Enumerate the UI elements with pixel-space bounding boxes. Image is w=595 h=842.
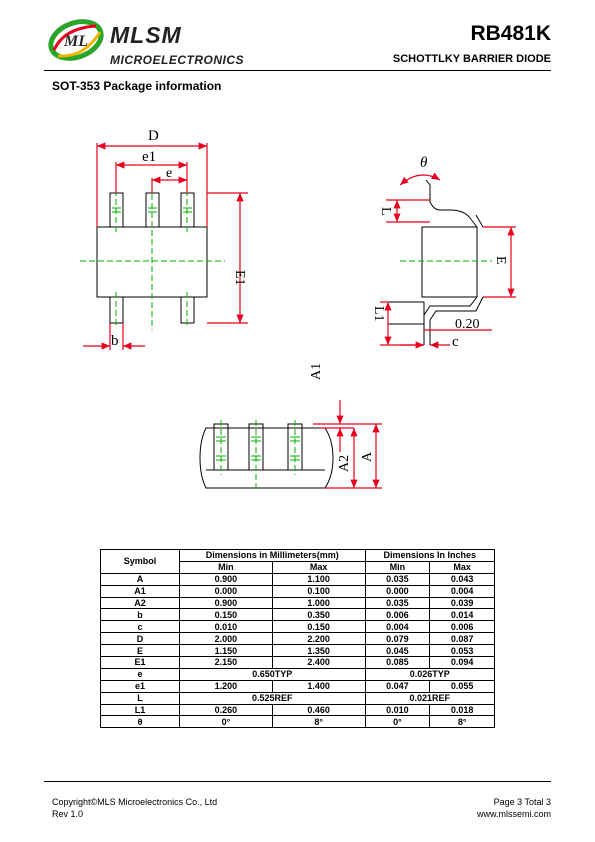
cell-in-max: 0.087 xyxy=(430,633,495,645)
label-c: c xyxy=(452,334,459,350)
cell-sym: A1 xyxy=(101,585,180,597)
in-max-header: Max xyxy=(430,561,495,573)
cell-sym: E xyxy=(101,645,180,657)
cell-mm-span: 0.525REF xyxy=(180,692,366,704)
table-row xyxy=(101,716,495,728)
cell-mm-max: 0.100 xyxy=(272,585,365,597)
inch-header: Dimensions In Inches xyxy=(365,550,495,562)
label-L1: L1 xyxy=(371,306,386,322)
cell-mm-min: 1.200 xyxy=(180,680,273,692)
mm-max-header: Max xyxy=(272,561,365,573)
cell-mm-min: 2.000 xyxy=(180,633,273,645)
cell-mm-span: 0.650TYP xyxy=(180,668,366,680)
cell-mm-min: 0.010 xyxy=(180,621,273,633)
table-row xyxy=(101,668,495,680)
cell-mm-min: 0.260 xyxy=(180,704,273,716)
logo-mark-text: ML xyxy=(64,33,88,50)
label-gauge: 0.20 xyxy=(455,317,480,332)
cell-mm-max: 2.400 xyxy=(272,657,365,669)
cell-mm-max: 1.350 xyxy=(272,645,365,657)
cell-mm-max: 8° xyxy=(272,716,365,728)
side-foot-box xyxy=(388,302,424,324)
label-b: b xyxy=(111,333,119,349)
dimensions-table xyxy=(100,549,495,728)
label-A: A xyxy=(360,451,375,462)
mm-header: Dimensions in Millimeters(mm) xyxy=(180,550,366,562)
front-lead-marks xyxy=(216,437,300,460)
cell-in-min: 0.047 xyxy=(365,680,430,692)
table-row xyxy=(101,657,495,669)
cell-in-min: 0.085 xyxy=(365,657,430,669)
label-A2: A2 xyxy=(337,454,352,472)
cell-sym: e xyxy=(101,668,180,680)
mm-min-header: Min xyxy=(180,561,273,573)
table-row xyxy=(101,645,495,657)
cell-in-span: 0.026TYP xyxy=(365,668,495,680)
cell-in-min: 0.004 xyxy=(365,621,430,633)
table-row xyxy=(101,597,495,609)
cell-mm-max: 2.200 xyxy=(272,633,365,645)
cell-sym: D xyxy=(101,633,180,645)
table-row xyxy=(101,692,495,704)
side-lead-top xyxy=(426,180,477,227)
label-e: e xyxy=(166,166,173,181)
cell-in-max: 0.004 xyxy=(430,585,495,597)
cell-sym: A xyxy=(101,573,180,585)
copyright-text: Copyright©MLS Microelectronics Co., Ltd xyxy=(52,797,218,807)
brand-name: MLSM xyxy=(110,22,182,48)
cell-in-max: 8° xyxy=(430,716,495,728)
top-centerlines xyxy=(80,185,225,330)
cell-sym: b xyxy=(101,609,180,621)
cell-in-max: 0.018 xyxy=(430,704,495,716)
table-row xyxy=(101,573,495,585)
cell-in-min: 0° xyxy=(365,716,430,728)
cell-in-max: 0.039 xyxy=(430,597,495,609)
cell-mm-min: 0.900 xyxy=(180,573,273,585)
part-description: SCHOTTLKY BARRIER DIODE xyxy=(392,53,551,65)
cell-mm-min: 2.150 xyxy=(180,657,273,669)
label-L: L xyxy=(378,207,393,216)
revision-text: Rev 1.0 xyxy=(52,809,84,819)
cell-in-max: 0.043 xyxy=(430,573,495,585)
cell-sym: L1 xyxy=(101,704,180,716)
side-body xyxy=(422,227,477,297)
front-centerlines xyxy=(221,420,295,490)
part-number: RB481K xyxy=(470,22,551,45)
cell-mm-max: 0.150 xyxy=(272,621,365,633)
cell-sym: c xyxy=(101,621,180,633)
cell-sym: θ xyxy=(101,716,180,728)
cell-mm-max: 1.000 xyxy=(272,597,365,609)
cell-in-min: 0.006 xyxy=(365,609,430,621)
front-dimensions xyxy=(313,400,382,488)
table-row xyxy=(101,621,495,633)
table-row xyxy=(101,609,495,621)
table-row xyxy=(101,585,495,597)
table-row xyxy=(101,680,495,692)
table-row xyxy=(101,633,495,645)
cell-mm-max: 0.350 xyxy=(272,609,365,621)
cell-sym: e1 xyxy=(101,680,180,692)
cell-in-min: 0.000 xyxy=(365,585,430,597)
table-header-row xyxy=(101,550,495,562)
cell-in-min: 0.045 xyxy=(365,645,430,657)
section-title: SOT-353 Package information xyxy=(52,79,222,93)
cell-sym: E1 xyxy=(101,657,180,669)
cell-in-max: 0.014 xyxy=(430,609,495,621)
page-indicator: Page 3 Total 3 xyxy=(493,797,551,807)
cell-mm-min: 1.150 xyxy=(180,645,273,657)
cell-mm-max: 1.100 xyxy=(272,573,365,585)
cell-sym: L xyxy=(101,692,180,704)
label-A1: A1 xyxy=(309,362,324,380)
brand-subtitle: MICROELECTRONICS xyxy=(110,53,244,67)
website-link[interactable]: www.mlssemi.com xyxy=(476,809,551,819)
cell-in-max: 0.006 xyxy=(430,621,495,633)
cell-mm-min: 0° xyxy=(180,716,273,728)
table-row xyxy=(101,704,495,716)
cell-in-max: 0.053 xyxy=(430,645,495,657)
cell-sym: A2 xyxy=(101,597,180,609)
cell-mm-min: 0.000 xyxy=(180,585,273,597)
cell-in-span: 0.021REF xyxy=(365,692,495,704)
cell-in-min: 0.035 xyxy=(365,573,430,585)
cell-in-max: 0.094 xyxy=(430,657,495,669)
label-e1: e1 xyxy=(142,149,157,165)
cell-in-min: 0.035 xyxy=(365,597,430,609)
label-E: E xyxy=(493,256,508,265)
cell-mm-min: 0.150 xyxy=(180,609,273,621)
cell-in-min: 0.010 xyxy=(365,704,430,716)
symbol-header: Symbol xyxy=(101,550,180,574)
label-E1: E1 xyxy=(232,270,247,286)
cell-mm-min: 0.900 xyxy=(180,597,273,609)
cell-mm-max: 1.400 xyxy=(272,680,365,692)
in-min-header: Min xyxy=(365,561,430,573)
cell-in-min: 0.079 xyxy=(365,633,430,645)
label-D: D xyxy=(148,128,159,144)
cell-in-max: 0.055 xyxy=(430,680,495,692)
label-theta: θ xyxy=(420,155,428,171)
cell-mm-max: 0.460 xyxy=(272,704,365,716)
footer-divider xyxy=(44,781,551,782)
